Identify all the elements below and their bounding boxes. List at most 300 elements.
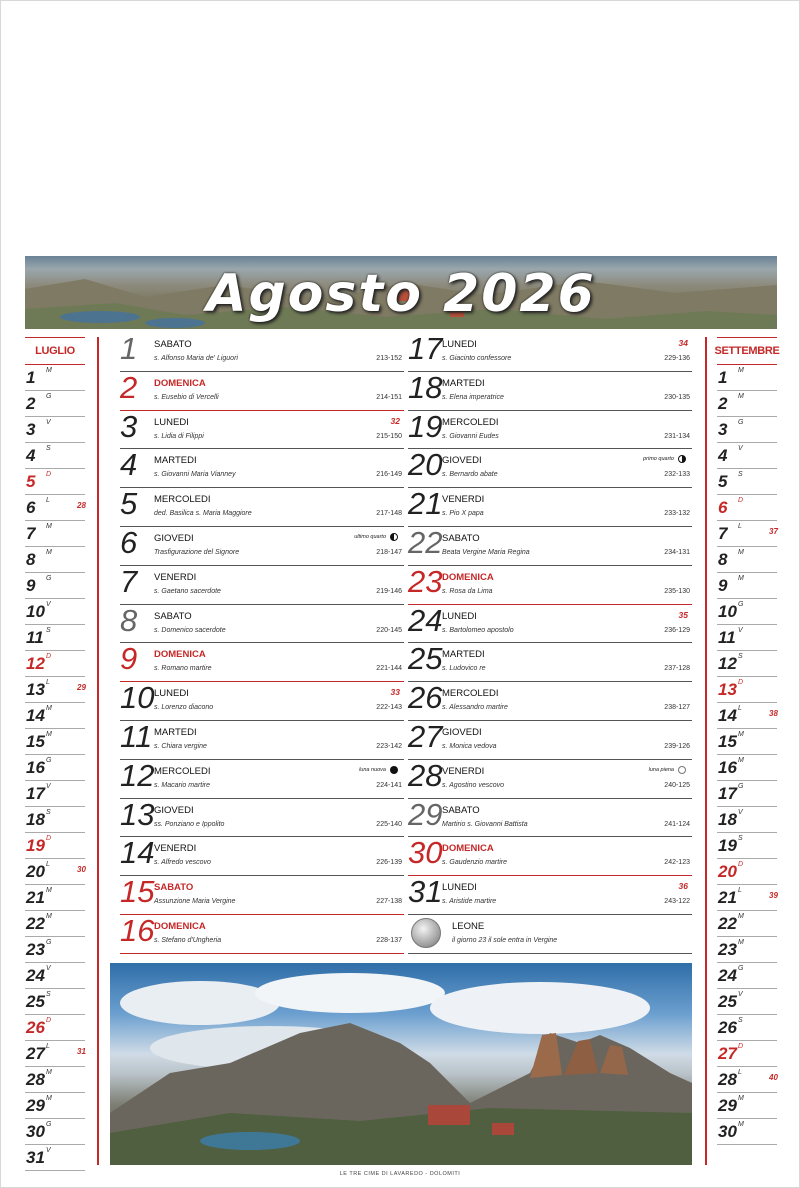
moon-phase (354, 533, 398, 541)
side-week-number: 31 (77, 1047, 86, 1056)
weekday-name: VENERDI (154, 843, 197, 855)
landscape-photo (110, 963, 692, 1165)
side-day-number: 15 (718, 732, 737, 751)
day-count: 221-144 (376, 665, 402, 673)
side-day-row (717, 1041, 777, 1067)
saint-name: Beata Vergine Maria Regina (442, 548, 530, 556)
saint-name: s. Romano martire (154, 665, 212, 673)
side-day-row (717, 365, 777, 391)
side-day-number: 8 (26, 550, 36, 569)
side-day-letter: M (738, 939, 744, 946)
side-day-letter: G (46, 1121, 52, 1128)
side-day-letter: S (46, 445, 51, 452)
side-day-number: 1 (718, 368, 728, 387)
day-count: 231-134 (664, 432, 690, 440)
side-day-number: 16 (26, 758, 45, 777)
side-day-row (717, 417, 777, 443)
leo-coin-icon (411, 918, 441, 948)
side-day-row (25, 1015, 85, 1041)
side-day-row (717, 1067, 777, 1093)
side-day-letter: V (46, 601, 51, 608)
side-day-letter: V (738, 445, 743, 452)
side-day-number: 23 (26, 940, 45, 959)
weekday-name: GIOVEDI (442, 455, 482, 467)
saint-name: s. Monica vedova (442, 742, 497, 750)
photo-caption: LE TRE CIME DI LAVAREDO - DOLOMITI (339, 1171, 461, 1177)
day-number: 13 (120, 796, 155, 832)
side-day-letter: V (46, 783, 51, 790)
saint-name: s. Agostino vescovo (442, 781, 504, 789)
weekday-name: LUNEDI (442, 882, 477, 894)
side-day-row (717, 521, 777, 547)
day-number: 25 (408, 641, 443, 677)
side-day-number: 17 (26, 784, 45, 803)
day-count: 233-132 (664, 510, 690, 518)
day-number: 30 (408, 835, 443, 871)
day-number: 10 (120, 680, 155, 716)
side-day-letter: L (46, 679, 50, 686)
side-day-number: 6 (718, 498, 728, 517)
side-day-number: 5 (26, 472, 36, 491)
day-count: 223-142 (376, 742, 402, 750)
weekday-name: DOMENICA (154, 649, 206, 661)
day-row (120, 643, 404, 682)
day-row (120, 718, 404, 760)
side-day-row (717, 859, 777, 885)
side-day-letter: G (46, 575, 52, 582)
day-number: 20 (408, 447, 443, 483)
side-day-letter: G (738, 783, 744, 790)
side-day-row (25, 911, 85, 937)
side-day-letter: M (738, 575, 744, 582)
day-row (408, 333, 692, 372)
week-number: 32 (390, 415, 400, 426)
side-day-letter: M (738, 367, 744, 374)
day-count: 238-127 (664, 704, 690, 712)
weekday-name: SABATO (154, 882, 194, 894)
side-day-letter: S (46, 627, 51, 634)
moon-first-icon (678, 455, 686, 463)
day-count: 235-130 (664, 587, 690, 595)
side-week-number: 29 (77, 683, 86, 692)
side-day-number: 26 (26, 1018, 45, 1037)
weekday-name: LUNEDI (154, 688, 189, 700)
moon-phase-label: luna piena (648, 766, 674, 773)
side-day-number: 31 (26, 1148, 45, 1167)
side-day-number: 10 (26, 602, 45, 621)
zodiac-row (408, 915, 692, 954)
saint-name: s. Giacinto confessore (442, 355, 512, 362)
side-day-number: 10 (718, 602, 737, 621)
side-day-letter: D (738, 861, 744, 868)
day-count: 228-137 (376, 936, 402, 944)
days-column-1 (120, 333, 404, 954)
day-row (120, 408, 404, 450)
side-day-letter: L (738, 1069, 742, 1076)
side-day-number: 13 (26, 680, 45, 699)
side-day-number: 30 (718, 1122, 737, 1141)
day-row (120, 524, 404, 566)
side-day-letter: G (46, 939, 52, 946)
day-number: 16 (120, 912, 155, 948)
side-day-row (717, 833, 777, 859)
day-number: 17 (408, 331, 443, 366)
side-day-letter: M (738, 913, 744, 920)
weekday-name: LUNEDI (442, 610, 477, 622)
side-day-letter: D (46, 835, 52, 842)
side-day-number: 11 (718, 628, 736, 647)
weekday-name: GIOVEDI (154, 804, 194, 816)
side-day-number: 25 (718, 992, 737, 1011)
side-day-row (717, 1093, 777, 1119)
week-number: 33 (390, 687, 400, 698)
day-number: 15 (120, 874, 155, 910)
side-day-number: 19 (718, 836, 737, 855)
day-row (408, 602, 692, 644)
side-day-row (25, 833, 85, 859)
day-row (120, 682, 404, 721)
day-number: 14 (120, 835, 155, 871)
side-day-letter: D (46, 471, 52, 478)
side-day-letter: G (738, 419, 744, 426)
day-count: 236-129 (664, 626, 690, 634)
side-day-row (25, 443, 85, 469)
side-day-row (717, 807, 777, 833)
saint-name: Trasfigurazione del Signore (154, 548, 240, 556)
saint-name: Martirio s. Giovanni Battista (442, 820, 528, 828)
saint-name: s. Alfredo vescovo (154, 859, 211, 867)
side-day-row (717, 391, 777, 417)
day-count: 217-148 (376, 510, 402, 518)
day-number: 28 (408, 757, 443, 793)
weekday-name: GIOVEDI (154, 532, 194, 544)
days-column-2 (408, 333, 692, 954)
moon-phase (643, 455, 686, 463)
day-number: 21 (408, 486, 443, 522)
weekday-name: SABATO (154, 610, 192, 622)
side-day-row (25, 573, 85, 599)
day-number: 26 (408, 680, 443, 716)
weekday-name: GIOVEDI (442, 726, 482, 738)
side-day-row (717, 573, 777, 599)
day-row (120, 757, 404, 799)
side-day-row (25, 1145, 85, 1171)
saint-name: s. Lidia di Filippi (154, 432, 204, 440)
saint-name: s. Lorenzo diacono (154, 704, 214, 712)
side-day-row (25, 703, 85, 729)
side-day-row (717, 625, 777, 651)
side-day-row (717, 989, 777, 1015)
side-day-row (25, 1119, 85, 1145)
side-day-letter: S (738, 471, 743, 478)
side-day-letter: V (46, 965, 51, 972)
side-day-letter: S (46, 809, 51, 816)
side-day-number: 11 (26, 628, 44, 647)
day-count: 213-152 (376, 355, 402, 362)
side-day-row (25, 963, 85, 989)
side-day-number: 7 (26, 524, 36, 543)
side-day-letter: M (738, 757, 744, 764)
side-week-number: 30 (77, 865, 86, 874)
day-count: 214-151 (376, 393, 402, 401)
side-day-row (25, 755, 85, 781)
side-day-letter: M (46, 1069, 52, 1076)
day-row (408, 643, 692, 682)
side-day-number: 27 (718, 1044, 737, 1063)
day-row (408, 837, 692, 876)
side-day-letter: V (738, 627, 743, 634)
weekday-name: MERCOLEDI (442, 688, 499, 700)
day-count: 215-150 (376, 432, 402, 440)
weekday-name: DOMENICA (442, 843, 494, 855)
side-day-number: 8 (718, 550, 728, 569)
saint-name: s. Aristide martire (442, 898, 497, 906)
day-count: 224-141 (376, 781, 402, 789)
side-day-number: 6 (26, 498, 36, 517)
saint-name: s. Bartolomeo apostolo (442, 626, 514, 634)
previous-month-name: LUGLIO (25, 337, 85, 365)
side-day-letter: S (738, 835, 743, 842)
saint-name: s. Giovanni Maria Vianney (154, 471, 236, 479)
day-row (120, 912, 404, 954)
side-day-row (717, 911, 777, 937)
side-day-number: 28 (718, 1070, 737, 1089)
next-month-name: SETTEMBRE (717, 337, 777, 365)
side-day-letter: S (738, 1017, 743, 1024)
day-row (408, 876, 692, 915)
day-row (408, 757, 692, 799)
side-day-letter: S (738, 653, 743, 660)
side-day-row (25, 495, 85, 521)
day-count: 241-124 (664, 820, 690, 828)
side-day-letter: D (738, 1043, 744, 1050)
weekday-name: LUNEDI (442, 339, 477, 350)
day-number: 19 (408, 408, 443, 444)
day-row (408, 796, 692, 838)
moon-last-icon (390, 533, 398, 541)
day-row (408, 682, 692, 721)
day-number: 23 (408, 563, 443, 599)
weekday-name: DOMENICA (154, 377, 206, 389)
side-day-letter: D (738, 497, 744, 504)
side-day-row (25, 651, 85, 677)
side-day-letter: M (46, 367, 52, 374)
day-count: 218-147 (376, 548, 402, 556)
side-day-number: 3 (718, 420, 728, 439)
weekday-name: DOMENICA (442, 571, 494, 583)
day-number: 18 (408, 369, 443, 405)
day-number: 6 (120, 524, 138, 560)
side-day-row (25, 417, 85, 443)
side-day-row (25, 1067, 85, 1093)
side-day-letter: L (46, 497, 50, 504)
day-count: 232-133 (664, 471, 690, 479)
right-divider (705, 337, 707, 1165)
side-day-number: 2 (26, 394, 36, 413)
day-count: 225-140 (376, 820, 402, 828)
saint-name: s. Gaetano sacerdote (154, 587, 221, 595)
side-day-letter: M (46, 549, 52, 556)
day-count: 243-122 (664, 898, 690, 906)
day-number: 9 (120, 641, 138, 677)
day-row (408, 488, 692, 527)
saint-name: ss. Ponziano e Ippolito (154, 820, 225, 828)
side-day-number: 29 (26, 1096, 45, 1115)
side-day-letter: L (738, 705, 742, 712)
weekday-name: MARTEDI (154, 726, 197, 738)
day-count: 226-139 (376, 859, 402, 867)
side-day-number: 20 (718, 862, 737, 881)
day-row (408, 524, 692, 566)
side-day-number: 24 (718, 966, 737, 985)
side-day-letter: L (738, 523, 742, 530)
day-count: 234-131 (664, 548, 690, 556)
side-day-number: 4 (718, 446, 728, 465)
page-title: Agosto 2026 (206, 264, 596, 324)
side-day-row (717, 599, 777, 625)
weekday-name: SABATO (154, 339, 192, 350)
side-day-number: 17 (718, 784, 737, 803)
side-day-letter: M (738, 549, 744, 556)
side-day-letter: M (46, 887, 52, 894)
side-day-letter: D (738, 679, 744, 686)
saint-name: s. Pio X papa (442, 510, 484, 518)
side-day-row (717, 885, 777, 911)
weekday-name: MERCOLEDI (154, 765, 211, 777)
day-row (408, 369, 692, 411)
side-day-row (717, 651, 777, 677)
side-day-number: 20 (26, 862, 45, 881)
day-number: 2 (120, 369, 138, 405)
side-day-number: 28 (26, 1070, 45, 1089)
side-day-letter: D (46, 1017, 52, 1024)
saint-name: s. Bernardo abate (442, 471, 498, 479)
side-day-letter: V (738, 991, 743, 998)
side-week-number: 28 (77, 501, 86, 510)
day-number: 8 (120, 602, 138, 638)
day-row (408, 408, 692, 450)
side-day-row (717, 495, 777, 521)
side-day-number: 29 (718, 1096, 737, 1115)
weekday-name: MERCOLEDI (154, 494, 211, 506)
day-number: 3 (120, 408, 138, 444)
side-day-row (25, 469, 85, 495)
side-day-letter: M (46, 1095, 52, 1102)
weekday-name: SABATO (442, 532, 480, 544)
day-row (120, 602, 404, 644)
side-day-number: 4 (26, 446, 36, 465)
side-day-number: 25 (26, 992, 45, 1011)
moon-phase (359, 766, 398, 774)
day-number: 29 (408, 796, 443, 832)
side-day-number: 30 (26, 1122, 45, 1141)
side-day-letter: M (738, 1121, 744, 1128)
day-row (120, 369, 404, 411)
side-day-row (25, 391, 85, 417)
side-day-letter: M (46, 913, 52, 920)
day-count: 239-126 (664, 742, 690, 750)
side-day-letter: V (738, 809, 743, 816)
side-day-letter: L (46, 1043, 50, 1050)
side-day-number: 7 (718, 524, 728, 543)
side-day-letter: G (738, 601, 744, 608)
day-number: 1 (120, 331, 138, 366)
weekday-name: VENERDI (154, 571, 197, 583)
next-month-column (714, 337, 780, 1145)
side-day-row (25, 521, 85, 547)
weekday-name: VENERDI (442, 494, 485, 506)
side-day-letter: D (46, 653, 52, 660)
day-number: 7 (120, 563, 138, 599)
day-row (120, 563, 404, 605)
side-day-letter: M (46, 523, 52, 530)
side-day-number: 19 (26, 836, 45, 855)
day-row (120, 488, 404, 527)
side-day-row (25, 547, 85, 573)
side-day-letter: V (46, 1147, 51, 1154)
side-day-number: 13 (718, 680, 737, 699)
weekday-name: SABATO (442, 804, 480, 816)
day-count: 227-138 (376, 898, 402, 906)
day-row (408, 563, 692, 605)
title-banner (25, 256, 777, 329)
week-number: 36 (678, 881, 688, 892)
side-day-number: 21 (26, 888, 45, 907)
moon-phase (649, 766, 686, 774)
side-day-row (25, 885, 85, 911)
side-day-row (717, 1015, 777, 1041)
week-number: 34 (678, 338, 688, 348)
saint-name: s. Alessandro martire (442, 704, 508, 712)
side-day-number: 2 (718, 394, 728, 413)
day-count: 216-149 (376, 471, 402, 479)
saint-name: s. Elena imperatrice (442, 393, 504, 401)
side-week-number: 37 (769, 527, 778, 536)
side-day-letter: L (46, 861, 50, 868)
side-day-number: 18 (26, 810, 45, 829)
side-day-number: 5 (718, 472, 728, 491)
side-day-letter: G (46, 393, 52, 400)
saint-name: s. Ludovico re (442, 665, 486, 673)
side-day-row (25, 677, 85, 703)
side-day-row (25, 989, 85, 1015)
side-day-number: 14 (718, 706, 737, 725)
side-day-number: 26 (718, 1018, 737, 1037)
side-day-letter: M (738, 731, 744, 738)
saint-name: ded. Basilica s. Maria Maggiore (154, 510, 252, 518)
side-day-row (25, 937, 85, 963)
day-number: 12 (120, 757, 155, 793)
weekday-name: DOMENICA (154, 920, 206, 932)
side-day-number: 23 (718, 940, 737, 959)
side-week-number: 38 (769, 709, 778, 718)
saint-name: s. Domenico sacerdote (154, 626, 226, 634)
moon-phase-label: ultimo quarto (354, 533, 386, 540)
saint-name: s. Stefano d'Ungheria (154, 936, 222, 944)
saint-name: s. Alfonso Maria de' Liguori (154, 355, 238, 362)
side-day-row (25, 599, 85, 625)
side-day-row (717, 703, 777, 729)
side-day-row (717, 729, 777, 755)
side-day-row (25, 807, 85, 833)
side-day-row (25, 365, 85, 391)
weekday-name: MARTEDI (442, 377, 485, 389)
moon-full-icon (678, 766, 686, 774)
day-count: 237-128 (664, 665, 690, 673)
zodiac-text: il giorno 23 il sole entra in Vergine (452, 936, 558, 944)
moon-phase-label: primo quarto (643, 456, 674, 463)
day-row (120, 876, 404, 915)
